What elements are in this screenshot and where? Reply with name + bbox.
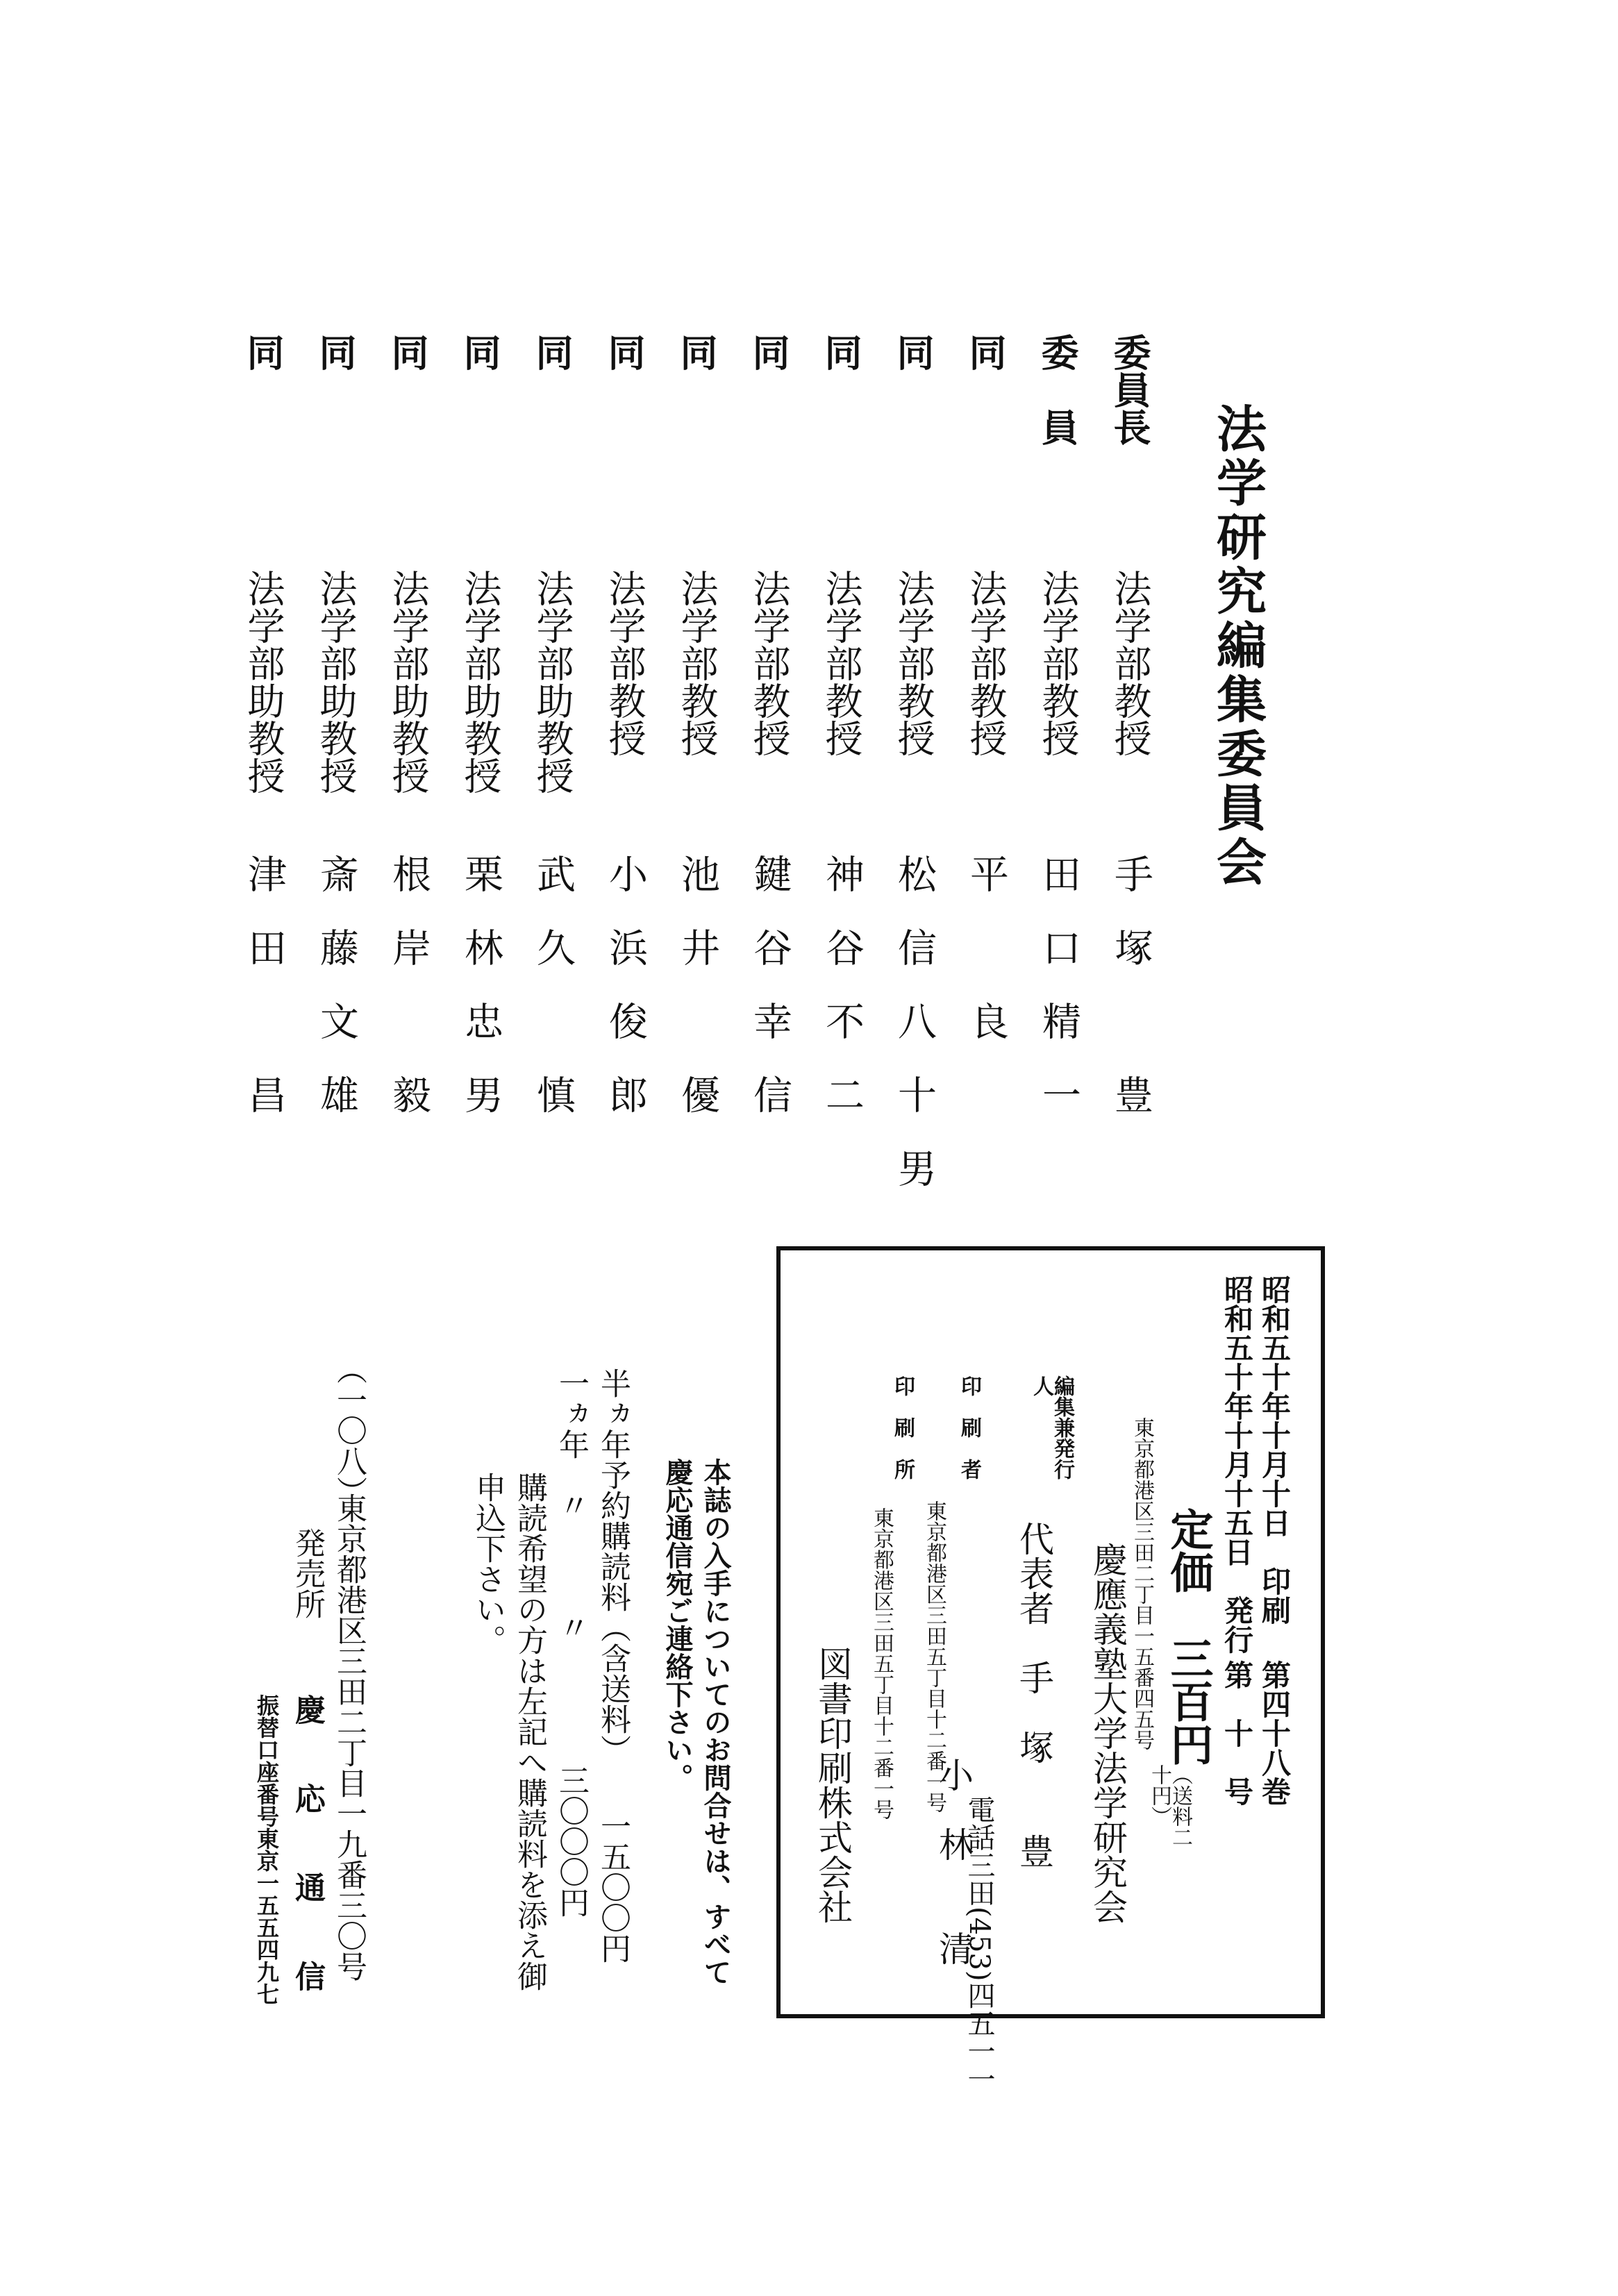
seller-label: 発売所 — [290, 1527, 325, 1619]
member-name: 小浜俊郎 — [603, 854, 648, 1148]
seller-address: 東京都港区三田二丁目一九番三〇号 — [331, 1493, 367, 1981]
member-label: 同 — [602, 333, 647, 371]
member-name: 斎藤文雄 — [314, 854, 359, 1148]
member-name: 栗林忠男 — [458, 854, 503, 1148]
member-position: 法学部助教授 — [314, 569, 358, 794]
member-label: 同 — [891, 333, 935, 371]
seller-name: 慶 応 通 信 — [290, 1694, 325, 2005]
committee-title: 法学研究編集委員会 — [1208, 403, 1267, 890]
shipping: （送料二十円） — [1147, 1764, 1192, 1847]
print-shop-role: 印 刷 所 — [890, 1375, 915, 1480]
member-label: 同 — [963, 333, 1008, 371]
member-label: 同 — [385, 333, 430, 371]
member-label: 委 員 — [1035, 333, 1080, 446]
member-label: 委員長 — [1108, 333, 1152, 446]
volume: 第四十八巻 — [1258, 1660, 1292, 1806]
publish-date: 昭和五十年十月十五日 発行 — [1220, 1275, 1254, 1654]
transfer-account: 振替口座番号東京一五五四九七 — [253, 1694, 280, 2005]
notice-line-2: 慶応通信宛ご連絡下さい。 — [661, 1458, 694, 1791]
print-shop-name: 図書印刷株式会社 — [812, 1646, 853, 1924]
member-label: 同 — [530, 333, 574, 371]
editor-role: 編集兼発行人 — [1029, 1375, 1074, 1480]
member-label: 同 — [674, 333, 719, 371]
subscription-request-1: 購読希望の方は左記へ購読料を添え御 — [512, 1472, 547, 1991]
member-name: 手塚 豊 — [1108, 854, 1153, 1148]
member-position: 法学部教授 — [603, 569, 647, 757]
colophon-box — [776, 1246, 1325, 2093]
member-position: 法学部助教授 — [458, 569, 502, 794]
publisher-name: 慶應義塾大学法学研究会 — [1087, 1542, 1128, 1924]
notice-line-1: 本誌の入手についてのお問合せは、すべて — [699, 1458, 732, 1986]
editor-rep: 代表者 手 塚 豊 — [1014, 1521, 1054, 1868]
member-position: 法学部教授 — [964, 569, 1008, 757]
member-position: 法学部教授 — [1108, 569, 1152, 757]
subscription-request-2: 申込下さい。 — [470, 1472, 506, 1655]
printer-address: 東京都港区三田五丁目十二番一号 — [922, 1500, 946, 1813]
member-name: 平 良 — [964, 854, 1009, 1075]
member-name: 津田 昌 — [242, 854, 287, 1148]
printer-role: 印 刷 者 — [957, 1375, 981, 1480]
print-date: 昭和五十年十月十日 印刷 — [1258, 1275, 1292, 1625]
member-name: 池井 優 — [675, 854, 720, 1148]
member-label: 同 — [747, 333, 791, 371]
print-shop-address: 東京都港区三田五丁目十二番一号 — [869, 1507, 894, 1820]
half-year-rate: 半ヵ年予約購読料（含送料） 一五〇〇円 — [595, 1368, 631, 1963]
phone: 電話三田(453)四五一一 — [963, 1795, 995, 2093]
member-name: 鍵谷幸信 — [747, 854, 792, 1148]
seller-postal-code: （一〇八） — [331, 1354, 367, 1507]
member-position: 法学部教授 — [1036, 569, 1080, 757]
publisher-address: 東京都港区三田二丁目一五番四五号 — [1130, 1417, 1154, 1750]
one-year-rate: 一ヵ年 〃 〃 三〇〇〇円 — [553, 1368, 589, 1918]
member-position: 法学部教授 — [675, 569, 719, 757]
issue: 第 十 号 — [1220, 1660, 1254, 1806]
member-label: 同 — [241, 333, 285, 371]
member-name: 神谷不二 — [819, 854, 865, 1148]
member-position: 法学部助教授 — [386, 569, 430, 794]
member-position: 法学部教授 — [747, 569, 791, 757]
member-position: 法学部教授 — [819, 569, 863, 757]
member-name: 根岸 毅 — [386, 854, 431, 1148]
member-position: 法学部助教授 — [531, 569, 574, 794]
member-position: 法学部教授 — [892, 569, 935, 757]
member-label: 同 — [819, 333, 863, 371]
printer-name: 小 林 清 — [933, 1757, 974, 1966]
member-position: 法学部助教授 — [242, 569, 285, 794]
member-name: 松信八十男 — [892, 854, 937, 1222]
member-name: 武久 慎 — [531, 854, 576, 1148]
member-label: 同 — [313, 333, 358, 371]
member-name: 田口精一 — [1036, 854, 1081, 1148]
price: 定価 三百円 — [1163, 1507, 1214, 1766]
member-label: 同 — [458, 333, 502, 371]
